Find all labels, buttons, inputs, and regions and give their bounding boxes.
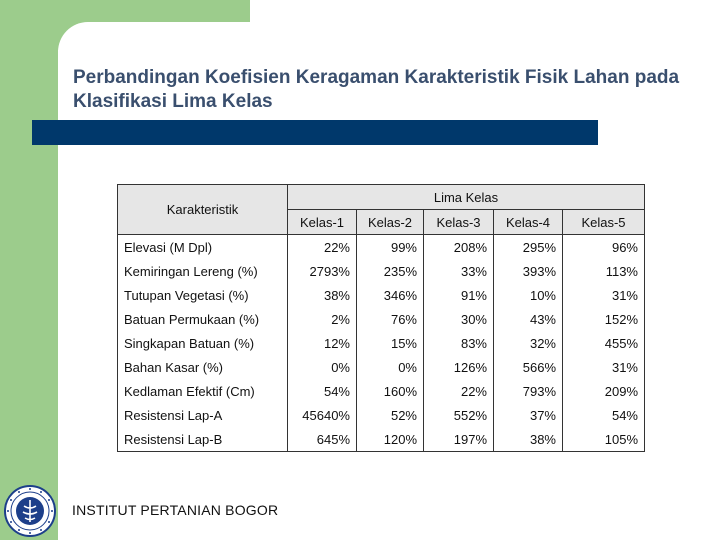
row-label: Tutupan Vegetasi (%) xyxy=(118,283,288,307)
cell-value: 455% xyxy=(563,331,645,355)
cell-value: 32% xyxy=(494,331,563,355)
cell-value: 22% xyxy=(288,235,357,260)
column-header-kelas-1: Kelas-1 xyxy=(288,210,357,235)
cell-value: 208% xyxy=(424,235,494,260)
cell-value: 38% xyxy=(494,427,563,452)
header-karakteristik: Karakteristik xyxy=(118,185,288,235)
cell-value: 0% xyxy=(357,355,424,379)
cell-value: 54% xyxy=(563,403,645,427)
data-table xyxy=(117,184,645,452)
cell-value: 91% xyxy=(424,283,494,307)
cell-value: 99% xyxy=(357,235,424,260)
institute-name: INSTITUT PERTANIAN BOGOR xyxy=(72,502,279,518)
cell-value: 126% xyxy=(424,355,494,379)
cell-value: 566% xyxy=(494,355,563,379)
cell-value: 113% xyxy=(563,259,645,283)
cell-value: 33% xyxy=(424,259,494,283)
cell-value: 120% xyxy=(357,427,424,452)
row-label: Kedlaman Efektif (Cm) xyxy=(118,379,288,403)
row-label: Resistensi Lap-B xyxy=(118,427,288,452)
cell-value: 38% xyxy=(288,283,357,307)
cell-value: 10% xyxy=(494,283,563,307)
table-row xyxy=(118,379,645,403)
cell-value: 160% xyxy=(357,379,424,403)
table-row xyxy=(118,403,645,427)
cell-value: 22% xyxy=(424,379,494,403)
cell-value: 552% xyxy=(424,403,494,427)
cell-value: 83% xyxy=(424,331,494,355)
row-label: Batuan Permukaan (%) xyxy=(118,307,288,331)
cell-value: 209% xyxy=(563,379,645,403)
table-row xyxy=(118,307,645,331)
cell-value: 393% xyxy=(494,259,563,283)
cell-value: 96% xyxy=(563,235,645,260)
cell-value: 295% xyxy=(494,235,563,260)
table-row xyxy=(118,355,645,379)
row-label: Elevasi (M Dpl) xyxy=(118,235,288,260)
cell-value: 197% xyxy=(424,427,494,452)
cell-value: 15% xyxy=(357,331,424,355)
cell-value: 105% xyxy=(563,427,645,452)
slide-title: Perbandingan Koefisien Keragaman Karakteristik Fisik Lahan pada Klasifikasi Lima Kelas xyxy=(73,67,680,112)
cell-value: 235% xyxy=(357,259,424,283)
cell-value: 52% xyxy=(357,403,424,427)
cell-value: 31% xyxy=(563,283,645,307)
cell-value: 0% xyxy=(288,355,357,379)
cell-value: 2793% xyxy=(288,259,357,283)
cell-value: 645% xyxy=(288,427,357,452)
cell-value: 2% xyxy=(288,307,357,331)
table-row xyxy=(118,427,645,452)
row-label: Bahan Kasar (%) xyxy=(118,355,288,379)
cell-value: 793% xyxy=(494,379,563,403)
cell-value: 76% xyxy=(357,307,424,331)
cell-value: 30% xyxy=(424,307,494,331)
table-row xyxy=(118,259,645,283)
cell-value: 45640% xyxy=(288,403,357,427)
cell-value: 31% xyxy=(563,355,645,379)
cell-value: 43% xyxy=(494,307,563,331)
table-header-row-group xyxy=(118,185,645,210)
column-header-kelas-2: Kelas-2 xyxy=(357,210,424,235)
table-body xyxy=(118,235,645,452)
row-label: Resistensi Lap-A xyxy=(118,403,288,427)
green-side-band xyxy=(0,0,58,540)
table-row xyxy=(118,331,645,355)
cell-value: 12% xyxy=(288,331,357,355)
header-lima-kelas: Lima Kelas xyxy=(288,185,645,210)
column-header-kelas-3: Kelas-3 xyxy=(424,210,494,235)
ipb-seal-icon xyxy=(3,484,57,538)
table-row xyxy=(118,235,645,260)
row-label: Singkapan Batuan (%) xyxy=(118,331,288,355)
cell-value: 152% xyxy=(563,307,645,331)
cell-value: 54% xyxy=(288,379,357,403)
title-underline-bar xyxy=(32,120,598,145)
cell-value: 37% xyxy=(494,403,563,427)
table-row xyxy=(118,283,645,307)
column-header-kelas-5: Kelas-5 xyxy=(563,210,645,235)
cell-value: 346% xyxy=(357,283,424,307)
row-label: Kemiringan Lereng (%) xyxy=(118,259,288,283)
column-header-kelas-4: Kelas-4 xyxy=(494,210,563,235)
